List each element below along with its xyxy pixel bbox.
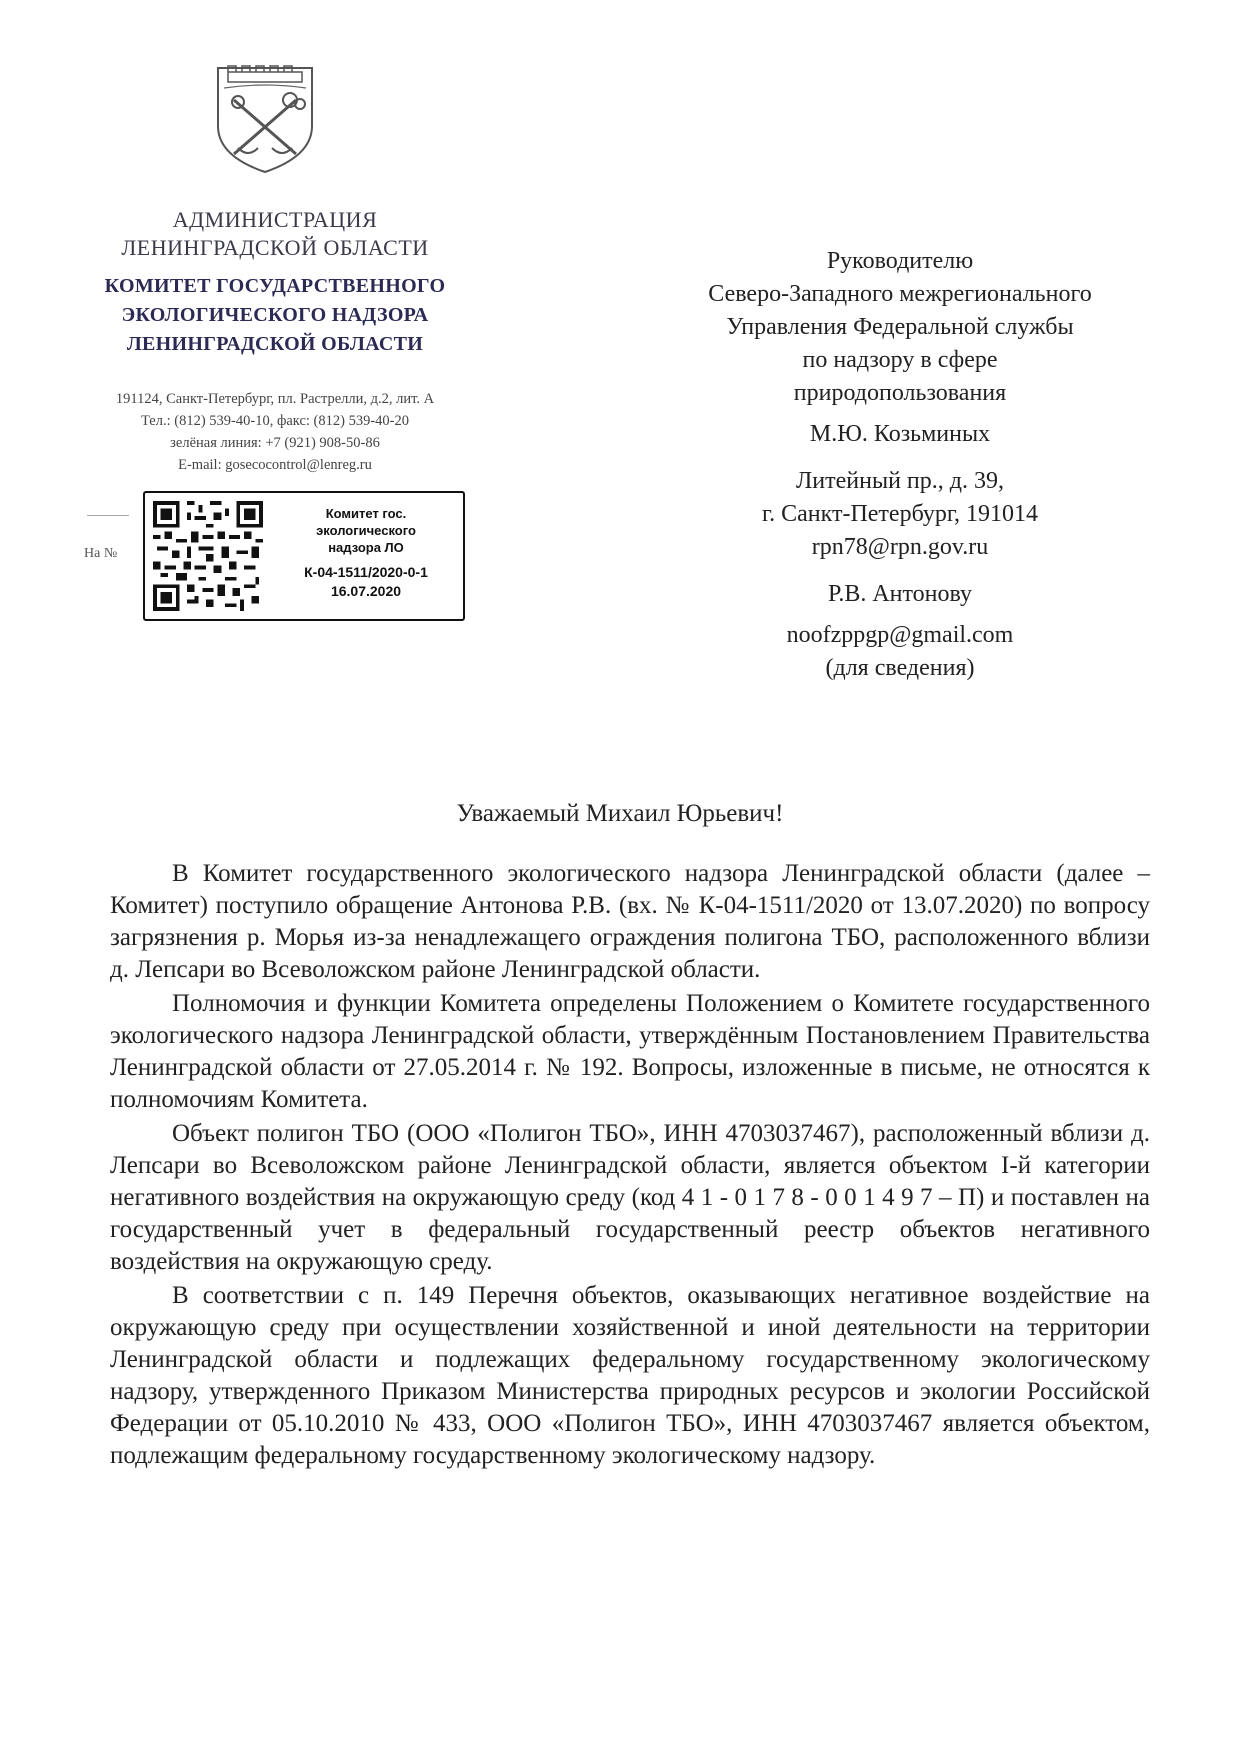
- organization-header: [50, 206, 500, 359]
- addressee-email: rpn78@rpn.gov.ru: [811, 534, 989, 560]
- coat-of-arms-icon: [210, 56, 320, 176]
- stamp-org-line-2: экологического: [316, 523, 416, 538]
- addressee-block: [640, 245, 1160, 685]
- paragraph: В соответствии с п. 149 Перечня объектов, оказывающих негативное воздействие на окружающую среду при осуществлении хозяйственной и иной деятельности на территории Ленинградской области и подлежащих федеральному государственному экологическому надзору, утвержденного Приказом Министерства природных ресурсов и экологии Российской Федерации от 05.10.2010 № 433, ООО «Полигон ТБО», ИНН 4703037467 является объектом, подлежащим федеральному государственному экологическому надзору.: [110, 1282, 1150, 1469]
- committee-line-3: ЛЕНИНГРАДСКОЙ ОБЛАСТИ: [126, 333, 424, 355]
- postal-address: 191124, Санкт-Петербург, пл. Растрелли, д.2, лит. А: [115, 391, 435, 407]
- committee-line-2: ЭКОЛОГИЧЕСКОГО НАДЗОРА: [121, 304, 429, 326]
- addressee-line-2: Северо-Западного межрегионального: [708, 281, 1092, 307]
- paragraph: Объект полигон ТБО (ООО «Полигон ТБО», ИНН 4703037467), расположенный вблизи д. Лепсари во Всеволожском районе Ленинградской области, является объектом I-й категории негативного воздействия на окружающую среду (код 4 1 - 0 1 7 8 - 0 0 1 4 9 7 – П) и поставлен на государственный учет в федеральный государственный реестр объектов негативного воздействия на окружающую среду.: [110, 1120, 1150, 1275]
- stamp-reg-number: К-04-1511/2020-0-1: [304, 564, 428, 580]
- addressee-line-5: природопользования: [793, 380, 1007, 406]
- addressee-name: М.Ю. Козьминых: [809, 421, 991, 447]
- administration-line-2: ЛЕНИНГРАДСКОЙ ОБЛАСТИ: [121, 235, 429, 260]
- salutation: Уважаемый Михаил Юрьевич!: [456, 800, 784, 827]
- spacer: [640, 611, 1160, 619]
- committee-line-1: КОМИТЕТ ГОСУДАРСТВЕННОГО: [104, 275, 446, 297]
- contact-block: [50, 388, 500, 476]
- stamp-date: 16.07.2020: [330, 583, 402, 599]
- cc-email: noofzppgp@gmail.com: [786, 622, 1014, 648]
- qr-code-icon: [153, 501, 263, 611]
- addressee-address-1: Литейный пр., д. 39,: [796, 468, 1004, 494]
- phone-fax: Тел.: (812) 539-40-10, факс: (812) 539-40-20: [141, 413, 409, 429]
- spacer: [640, 410, 1160, 418]
- stamp-text: [277, 505, 455, 601]
- hotline: зелёная линия: +7 (921) 908-50-86: [170, 435, 380, 451]
- paragraph: Полномочия и функции Комитета определены Положением о Комитете государственного экологического надзора Ленинградской области, утверждённым Постановлением Правительства Ленинградской области от 27.05.2014 г. № 192. Вопросы, изложенные в письме, не относятся к полномочиям Комитета.: [110, 990, 1150, 1113]
- paragraph: В Комитет государственного экологического надзора Ленинградской области (далее – Комитет) поступило обращение Антонова Р.В. (вх. № К-04-1511/2020 от 13.07.2020) по вопросу загрязнения р. Морья из-за ненадлежащего ограждения полигона ТБО, расположенного вблизи д. Лепсари во Всеволожском районе Ленинградской области.: [110, 860, 1150, 983]
- addressee-line-4: по надзору в сфере: [802, 347, 998, 373]
- addressee-address-2: г. Санкт-Петербург, 191014: [761, 501, 1039, 527]
- cc-name: Р.В. Антонову: [827, 581, 973, 607]
- date-rule: [87, 515, 129, 516]
- addressee-line-1: Руководителю: [826, 248, 974, 274]
- spacer: [640, 451, 1160, 465]
- reference-label: На №: [84, 546, 118, 561]
- stamp-org-line-3: надзора ЛО: [328, 540, 404, 555]
- registration-stamp: [143, 491, 465, 621]
- committee-name: [50, 272, 500, 359]
- administration-line-1: АДМИНИСТРАЦИЯ: [172, 207, 378, 232]
- contact-email: E-mail: gosecocontrol@lenreg.ru: [178, 457, 372, 473]
- letter-body: [110, 858, 1150, 1472]
- cc-note: (для сведения): [825, 655, 975, 681]
- spacer: [640, 564, 1160, 578]
- addressee-line-3: Управления Федеральной службы: [726, 314, 1074, 340]
- stamp-org-line-1: Комитет гос.: [325, 506, 407, 521]
